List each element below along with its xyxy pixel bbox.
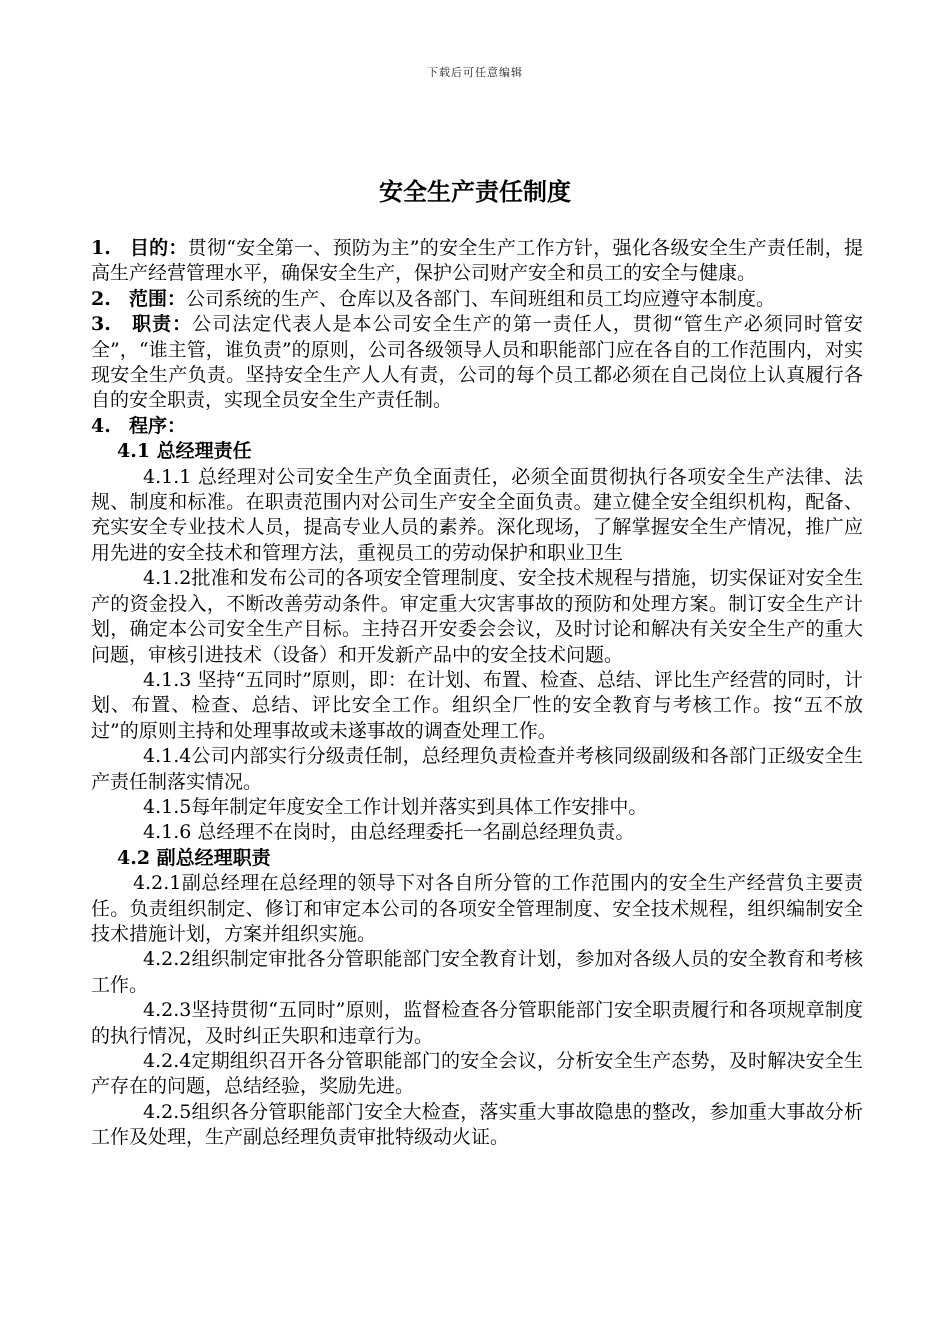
section-number: 4. <box>91 414 111 437</box>
section-1 <box>91 236 863 287</box>
section-number: 1. <box>91 237 111 259</box>
section-text: 公司法定代表人是本公司安全生产的第一责任人，贯彻“管生产必须同时管安全”，“谁主管，谁负责”的原则，公司各级领导人员和职能部门应在各自的工作范围内，对实现安全生产负责。坚持安全生产人人有责，公司的每个员工都必须在自己岗位上认真履行各自的安全职责，实现全员安全生产责任制。 <box>91 313 863 412</box>
clause-item: 4.1.5每年制定年度安全工作计划并落实到具体工作安排中。 <box>143 795 648 818</box>
section-heading: 范围： <box>128 287 186 310</box>
clause-item: 4.1.2批准和发布公司的各项安全管理制度、安全技术规程与措施，切实保证对安全生产的资金投入，不断改善劳动条件。审定重大灾害事故的预防和处理方案。制订安全生产计划，确定本公司安全生产目标。主持召开安委会会议，及时讨论和解决有关安全生产的重大问题，审核引进技术（设备）和开发新产品中的安全技术问题。 <box>91 567 863 666</box>
document-title: 安全生产责任制度 <box>379 178 571 206</box>
section-number: 3. <box>91 313 111 336</box>
section-4 <box>91 414 863 439</box>
clause-item: 4.2.3坚持贯彻“五同时”原则，监督检查各分管职能部门安全职责履行和各项规章制度的执行情况，及时纠正失职和违章行为。 <box>91 999 863 1047</box>
page-header: 下载后可任意编辑 <box>427 66 523 79</box>
clause-item: 4.2.4定期组织召开各分管职能部门的安全会议，分析安全生产态势，及时解决安全生产存在的问题，总结经验，奖励先进。 <box>91 1050 863 1098</box>
clause-item: 4.1.1 总经理对公司安全生产负全面责任，必须全面贯彻执行各项安全生产法律、法规、制度和标准。在职责范围内对公司生产安全全面负责。建立健全安全组织机构，配备、充实安全专业技术人员，提高专业人员的素养。深化现场，了解掌握安全生产情况，推广应用先进的安全技术和管理方法，重视员工的劳动保护和职业卫生 <box>91 465 863 564</box>
clause-item: 4.2.2组织制定审批各分管职能部门安全教育计划，参加对各级人员的安全教育和考核工作。 <box>91 948 863 996</box>
clause-item: 4.1.3 坚持“五同时”原则，即：在计划、布置、检查、总结、评比生产经营的同时，计划、布置、检查、总结、评比安全工作。组织全厂性的安全教育与考核工作。按“五不放过”的原则主持和处理事故或未遂事故的调查处理工作。 <box>91 668 863 742</box>
clause-item: 4.2.1副总经理在总经理的领导下对各自所分管的工作范围内的安全生产经营负主要责任。负责组织制定、修订和审定本公司的各项安全管理制度、安全技术规程，组织编制安全技术措施计划，方案并组织实施。 <box>91 872 863 945</box>
section-heading: 职责： <box>132 313 193 336</box>
section-3 <box>91 312 863 414</box>
section-2 <box>91 287 863 312</box>
document-body <box>91 236 863 1151</box>
clause-item: 4.2.5组织各分管职能部门安全大检查，落实重大事故隐患的整改，参加重大事故分析工作及处理，生产副总经理负责审批特级动火证。 <box>91 1100 863 1149</box>
section-text: 公司系统的生产、仓库以及各部门、车间班组和员工均应遵守本制度。 <box>185 287 775 310</box>
subsection-heading: 4.1 总经理责任 <box>117 440 252 463</box>
subsection-heading: 4.2 副总经理职责 <box>117 846 271 869</box>
section-heading: 目的： <box>129 237 188 259</box>
section-text: 贯彻“安全第一、预防为主”的安全生产工作方针，强化各级安全生产责任制，提高生产经营管理水平，确保安全生产，保护公司财产安全和员工的安全与健康。 <box>91 237 863 285</box>
section-number: 2. <box>91 287 111 310</box>
clause-item: 4.1.4公司内部实行分级责任制，总经理负责检查并考核同级副级和各部门正级安全生产责任制落实情况。 <box>91 745 863 793</box>
clause-item: 4.1.6 总经理不在岗时，由总经理委托一名副总经理负责。 <box>143 821 635 844</box>
section-heading: 程序： <box>128 414 186 437</box>
